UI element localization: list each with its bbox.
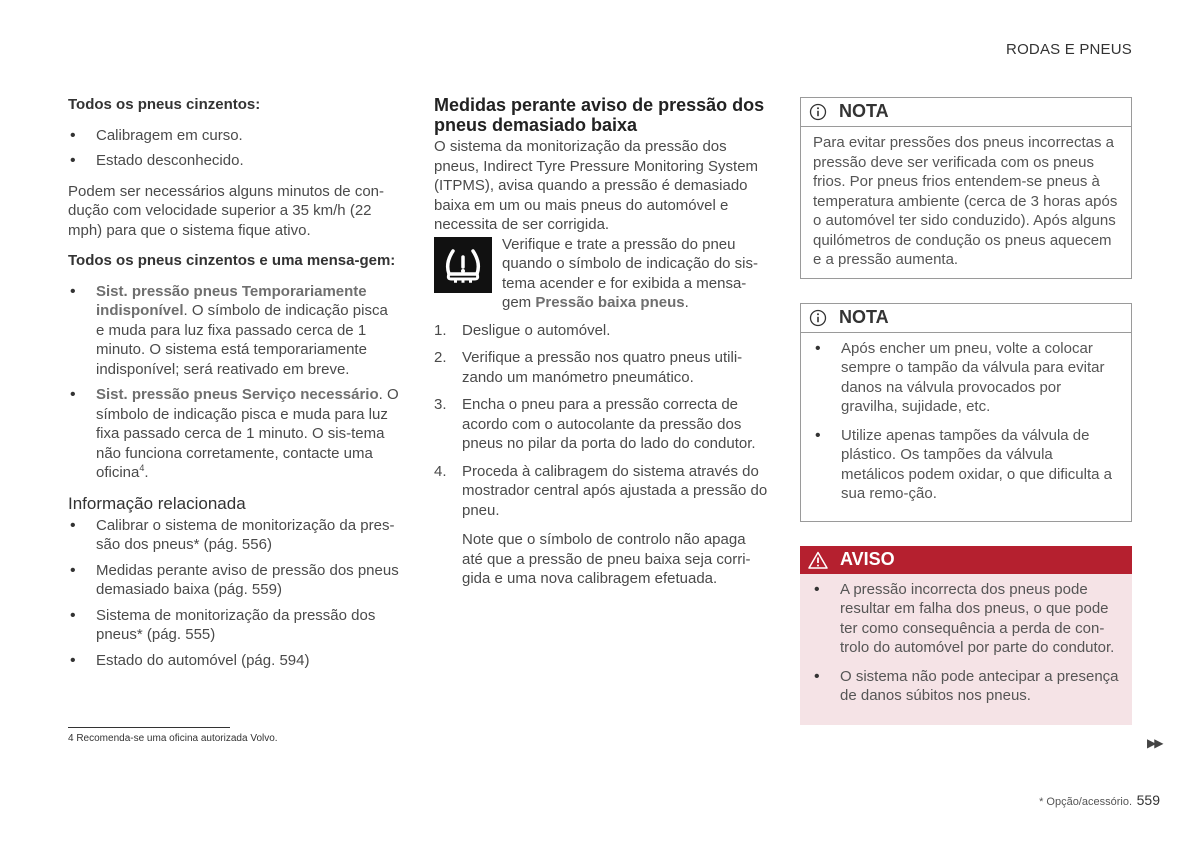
related-links: [68, 516, 400, 671]
step-text: Desligue o automóvel.: [462, 321, 611, 339]
step-item: [434, 321, 769, 341]
info-icon: [809, 103, 827, 121]
message-highlight: Pressão baixa pneus: [535, 294, 685, 311]
message-list: [68, 282, 400, 483]
left-column: [68, 95, 400, 681]
icon-instruction: [434, 235, 769, 313]
note-body: [801, 333, 1131, 521]
step-number: 2.: [434, 349, 447, 366]
label-grey-with-message: Todos os pneus cinzentos e uma mensa-gem:: [68, 252, 396, 269]
message-text: . O símbolo de indicação pisca e muda para luz fixa passado cerca de 1 minuto. O sistema está temporariamente indisponível; será reativado em breve.: [96, 302, 388, 378]
step-item: [434, 395, 769, 454]
step-text: Encha o pneu para a pressão correcta de acordo com o autocolante da pressão dos pneus no pilar da porta do lado do condutor.: [462, 396, 756, 452]
step-item: [434, 348, 769, 387]
section-header: RODAS E PNEUS: [1006, 41, 1132, 58]
related-link[interactable]: • Sistema de monitorização da pressão dos pneus* (pág. 555): [68, 606, 400, 645]
step-item: [434, 462, 769, 521]
warning-title: AVISO: [840, 548, 895, 569]
label-all-grey: Todos os pneus cinzentos:: [68, 96, 261, 113]
list-item: [68, 282, 400, 380]
right-column: [800, 97, 1132, 725]
page-number: 559: [1136, 792, 1160, 808]
list-item: • A pressão incorrecta dos pneus pode resultar em falha dos pneus, o que pode ter como consequência a perda de con-trolo do automóvel por parte do condutor.: [812, 580, 1120, 658]
warning-list: [812, 580, 1120, 706]
note-body: Para evitar pressões dos pneus incorrectas a pressão deve ser verificada com os pneus frios. Por pneus frios entendem-se pneus à temperatura ambiente (cerca de 3 horas após o automóvel ter sido conduzido). Após alguns quilómetros de condução os pneus aquecem e a pressão aumenta.: [813, 134, 1118, 268]
step-text: Verifique a pressão nos quatro pneus utili-zando um manómetro pneumático.: [462, 349, 743, 386]
middle-column: [434, 95, 769, 589]
related-link[interactable]: • Medidas perante aviso de pressão dos pneus demasiado baixa (pág. 559): [68, 561, 400, 600]
tire-pressure-warning-icon: [434, 237, 492, 293]
list-item: • Calibragem em curso.: [68, 126, 400, 146]
step-number: 4.: [434, 462, 447, 480]
list-item: • O sistema não pode antecipar a presença de danos súbitos nos pneus.: [812, 667, 1120, 706]
section-title: Medidas perante aviso de pressão dos pneus demasiado baixa: [434, 95, 765, 135]
note-box: [800, 303, 1132, 522]
note-title: NOTA: [839, 101, 889, 122]
related-link[interactable]: • Estado do automóvel (pág. 594): [68, 651, 400, 671]
steps-list: [434, 321, 769, 521]
related-info-title: Informação relacionada: [68, 493, 246, 513]
intro-paragraph: O sistema da monitorização da pressão dos pneus, Indirect Tyre Pressure Monitoring System (ITPMS), avisa quando a pressão é demasiado baixa em um ou mais pneus do automóvel e necessita de ser corrigida.: [434, 138, 759, 233]
warning-header: [800, 546, 1132, 574]
related-link[interactable]: • Calibrar o sistema de monitorização da pres-são dos pneus* (pág. 556): [68, 516, 400, 555]
message-highlight: Sist. pressão pneus Serviço necessário: [96, 386, 379, 403]
warning-body: [800, 574, 1132, 725]
paragraph: Podem ser necessários alguns minutos de con-dução com velocidade superior a 35 km/h (22 mph) para que o sistema fique ativo.: [68, 182, 384, 239]
warning-triangle-icon: [808, 551, 828, 569]
note-title: NOTA: [839, 306, 889, 327]
optional-accessory-note: * Opção/acessório.: [1039, 796, 1132, 808]
step-number: 1.: [434, 321, 447, 339]
note-list: [813, 339, 1119, 504]
footnote-divider: [68, 727, 230, 728]
grey-status-list: [68, 126, 400, 171]
icon-text: Verifique e trate a pressão do pneu quando o símbolo de indicação do sis-tema acender e for exibida a mensa-gem: [502, 235, 758, 311]
list-item: • Estado desconhecido.: [68, 151, 400, 171]
warning-box: [800, 546, 1132, 725]
footnote: 4 Recomenda-se uma oficina autorizada Volvo.: [68, 733, 278, 744]
list-item: • Após encher um pneu, volte a colocar sempre o tampão da válvula para evitar danos na válvula provocados por gravilha, sujidade, etc.: [813, 339, 1119, 417]
step-number: 3.: [434, 396, 447, 413]
list-item: [68, 385, 400, 483]
list-item: • Utilize apenas tampões da válvula de plástico. Os tampões da válvula metálicos podem oxidar, o que dificulta a sua remo-ção.: [813, 426, 1119, 504]
after-steps-note: Note que o símbolo de controlo não apaga até que a pressão de pneu baixa seja corri-gida e uma nova calibragem efetuada.: [462, 531, 751, 587]
info-icon: [809, 309, 827, 327]
next-page-arrow-icon[interactable]: ▶▶: [1147, 736, 1162, 750]
message-end: .: [144, 464, 149, 481]
note-header: [801, 304, 1131, 333]
message-text: . O símbolo de indicação pisca e muda para luz fixa passado cerca de 1 minuto. O sis-tema não funciona corretamente, contacte uma oficina: [96, 386, 399, 481]
icon-text-end: .: [684, 294, 689, 311]
footnote-ref[interactable]: 4: [139, 463, 145, 473]
step-text: Proceda à calibragem do sistema através do mostrador central após ajustada a pressão do pneu.: [462, 462, 768, 519]
note-header: [801, 98, 1131, 127]
note-box: [800, 97, 1132, 279]
message-highlight: Sist. pressão pneus Temporariamente indisponível: [96, 282, 367, 319]
